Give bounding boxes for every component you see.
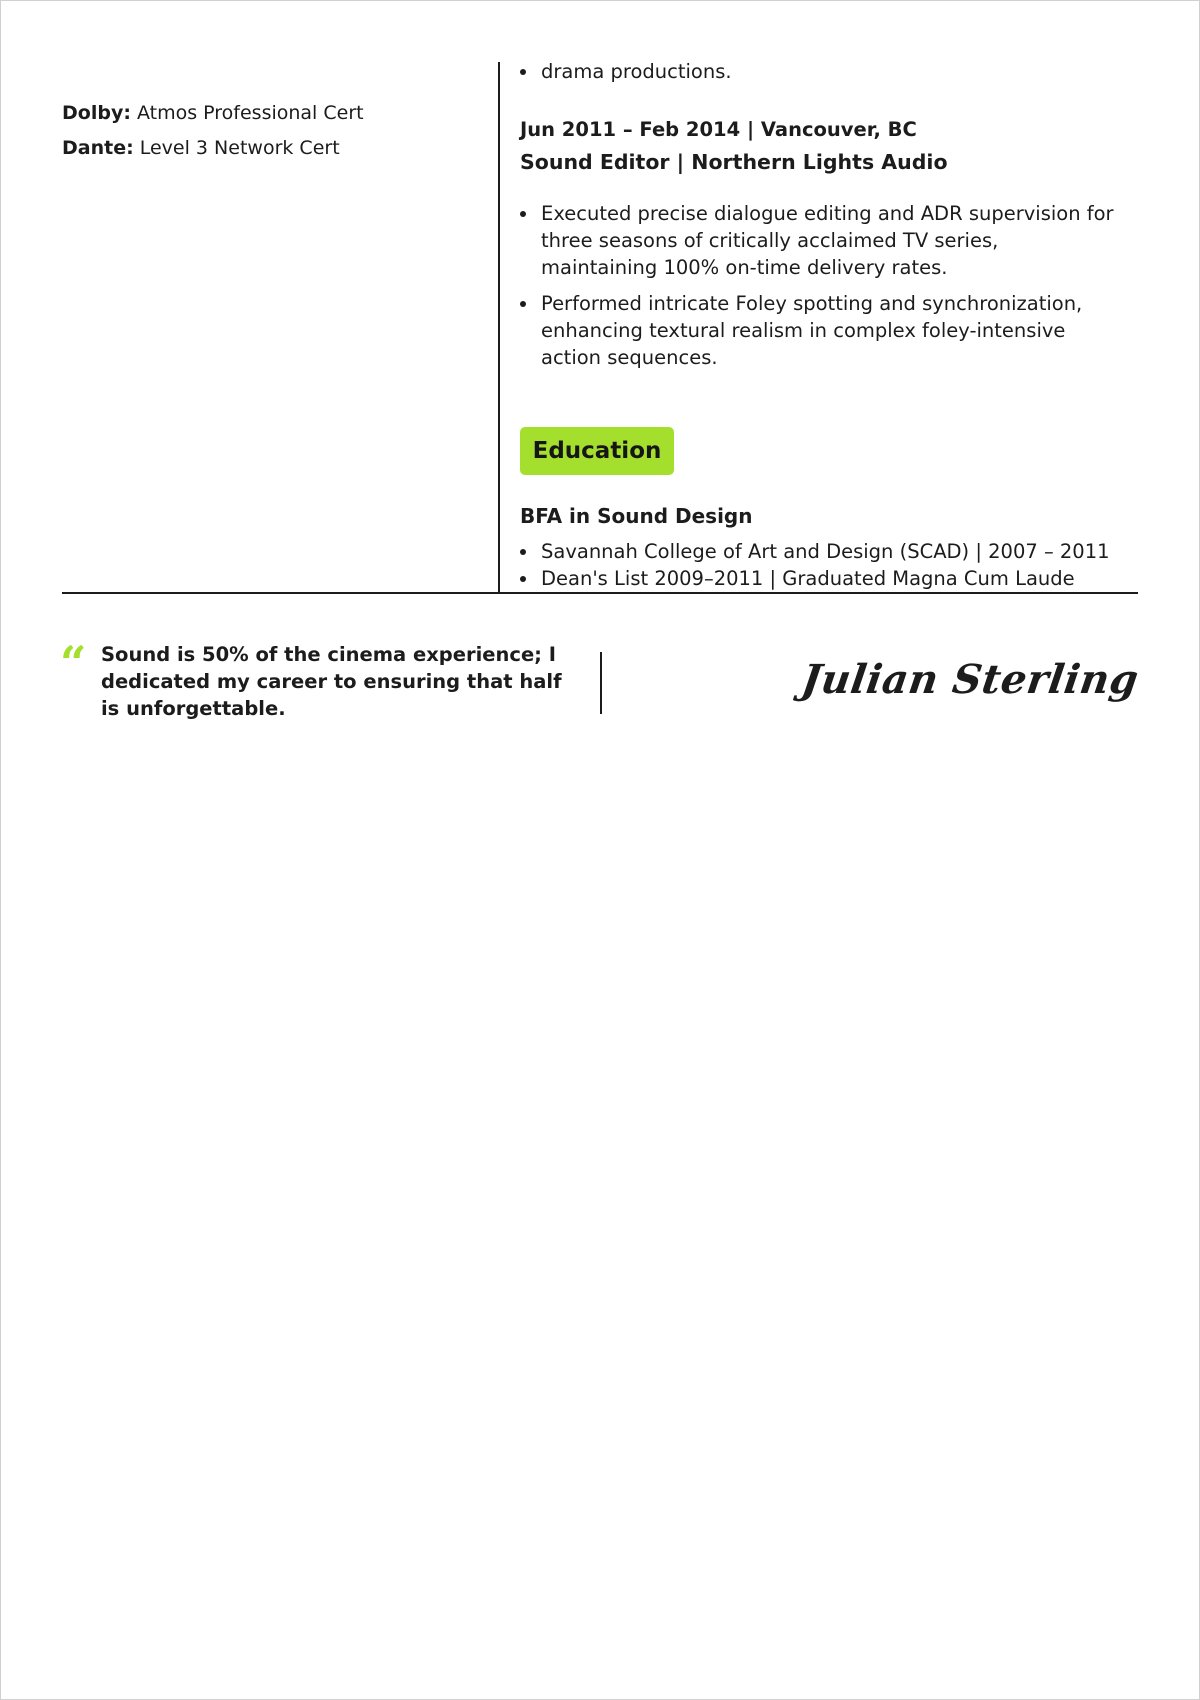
job-bullet: Executed precise dialogue editing and ADR supervision for three seasons of critically acclaimed TV series, maintaining 100% on-time delivery rates. xyxy=(520,200,1120,281)
job-title: Sound Editor | Northern Lights Audio xyxy=(520,150,948,174)
certification-value: Level 3 Network Cert xyxy=(139,137,340,159)
certification-label: Dolby: xyxy=(62,102,131,124)
education-bullet-list xyxy=(520,538,1120,592)
personal-quote: Sound is 50% of the cinema experience; I dedicated my career to ensuring that half is unforgettable. xyxy=(101,643,562,720)
right-column xyxy=(520,62,1138,592)
certification-item xyxy=(62,100,364,126)
education-bullet: Savannah College of Art and Design (SCAD) | 2007 – 2011 xyxy=(520,538,1120,565)
certification-value: Atmos Professional Cert xyxy=(136,102,364,124)
job-date-location: Jun 2011 – Feb 2014 | Vancouver, BC xyxy=(520,118,917,141)
education-heading: Education xyxy=(520,427,674,475)
education-bullet: Dean's List 2009–2011 | Graduated Magna Cum Laude xyxy=(520,565,1120,592)
experience-bullet: drama productions. xyxy=(520,58,1120,85)
resume-body xyxy=(62,62,1138,594)
job-bullet: Performed intricate Foley spotting and synchronization, enhancing textural realism in complex foley-intensive action sequences. xyxy=(520,290,1120,371)
job-bullet-list xyxy=(520,200,1120,371)
quote-icon: “ xyxy=(60,636,87,690)
footer-divider xyxy=(600,652,602,714)
education-degree: BFA in Sound Design xyxy=(520,504,753,528)
certification-label: Dante: xyxy=(62,137,134,159)
experience-carryover-list xyxy=(520,58,1120,85)
certification-item xyxy=(62,135,340,161)
left-column xyxy=(62,62,500,592)
signature: Julian Sterling xyxy=(798,656,1142,703)
